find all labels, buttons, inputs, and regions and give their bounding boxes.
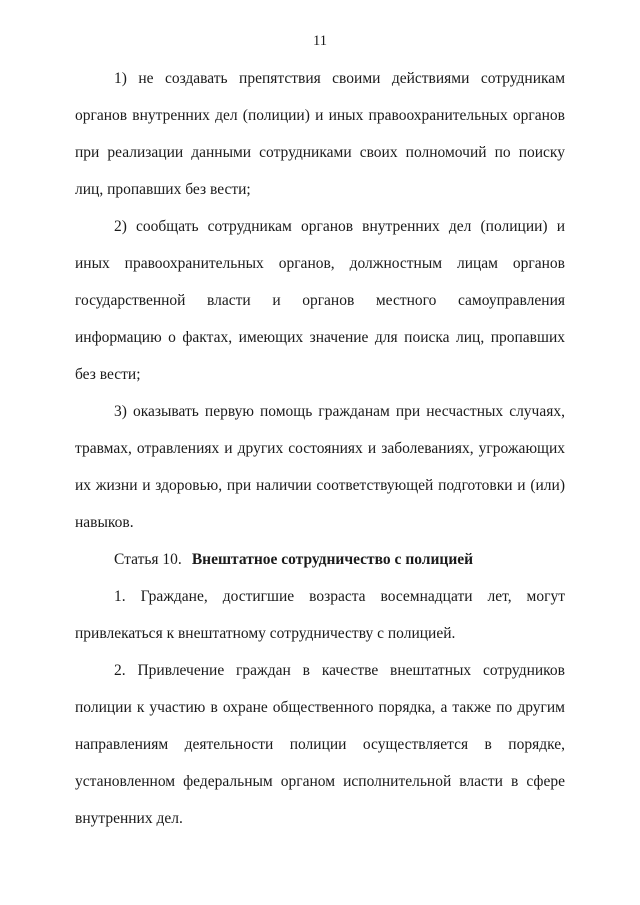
- article-paragraph-2: 2. Привлечение граждан в качестве внештатных сотрудников полиции к участию в охране общественного порядка, а также по другим направлениям деятельности полиции осуществляется в порядке, установленном федеральным органом исполнительной власти в сфере внутренних дел.: [75, 662, 565, 827]
- document-body: [75, 60, 565, 837]
- article-paragraph-1: 1. Граждане, достигшие возраста восемнадцати лет, могут привлекаться к внештатному сотрудничеству с полицией.: [75, 588, 565, 642]
- list-item-2: 2) сообщать сотрудникам органов внутренних дел (полиции) и иных правоохранительных органов, должностным лицам органов государственной власти и органов местного самоуправления информацию о фактах, имеющих значение для поиска лиц, пропавших без вести;: [75, 218, 565, 383]
- list-item-1: 1) не создавать препятствия своими действиями сотрудникам органов внутренних дел (полиции) и иных правоохранительных органов при реализации данными сотрудниками своих полномочий по поиску лиц, пропавших без вести;: [75, 70, 565, 198]
- article-number: Статья 10.: [114, 551, 182, 568]
- page-number: 11: [313, 33, 327, 49]
- article-title: Внештатное сотрудничество с полицией: [191, 551, 474, 568]
- article-heading: [75, 541, 565, 578]
- list-item-3: 3) оказывать первую помощь гражданам при несчастных случаях, травмах, отравлениях и других состояниях и заболеваниях, угрожающих их жизни и здоровью, при наличии соответствующей подготовки и (или) навыков.: [75, 403, 565, 531]
